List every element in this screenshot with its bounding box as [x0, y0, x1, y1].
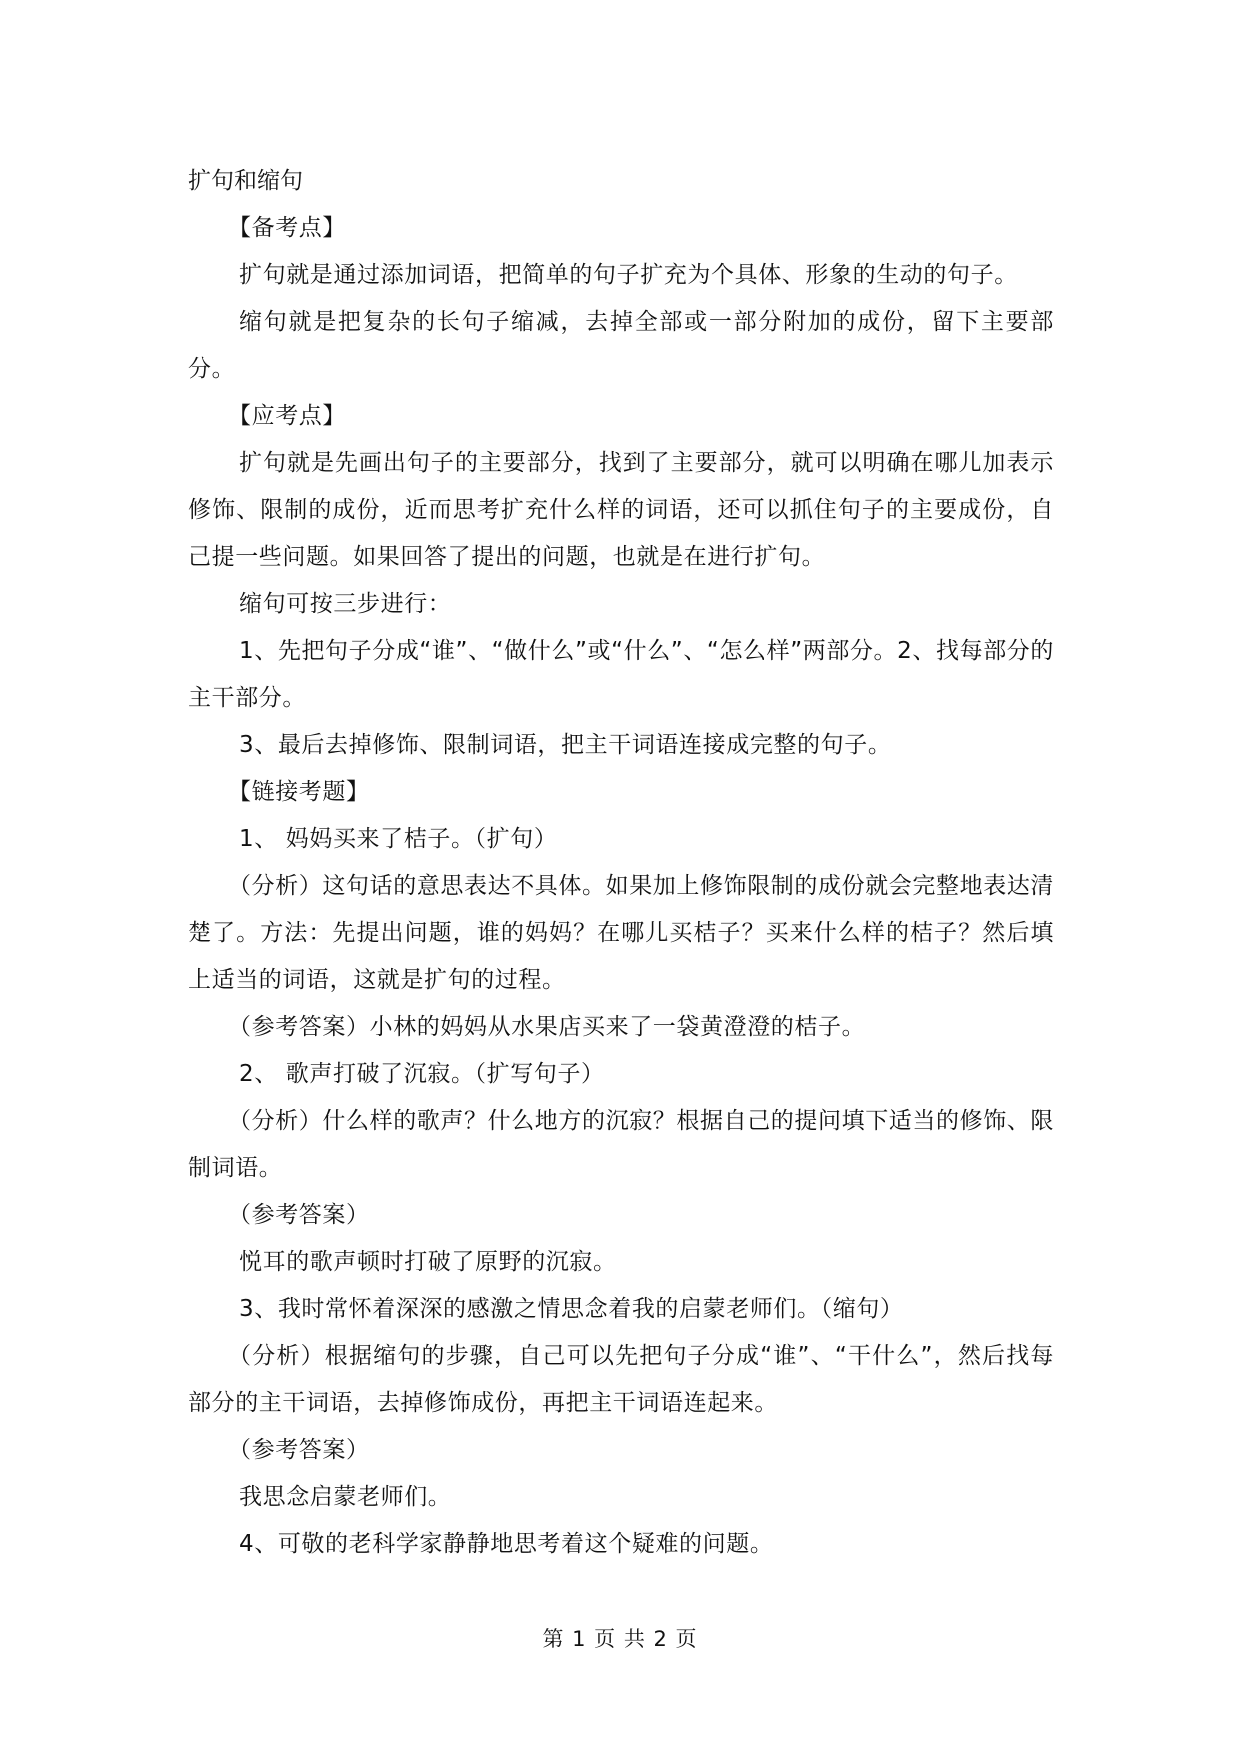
question-2: 2、 歌声打破了沉寂。（扩写句子） — [239, 1061, 605, 1087]
paragraph-step-3: 3、最后去掉修饰、限制词语，把主干词语连接成完整的句子。 — [239, 732, 892, 758]
paragraph-expansion-method: 扩句就是先画出句子的主要部分，找到了主要部分，就可以明确在哪儿加表示修饰、限制的成份，近而思考扩充什么样的词语，还可以抓住句子的主要成份，自己提一些问题。如果回答了提出的问题，也就是在进行扩句。 — [188, 450, 1054, 570]
paragraph-contraction-definition: 缩句就是把复杂的长句子缩减，去掉全部或一部分附加的成份，留下主要部分。 — [188, 309, 1054, 382]
question-4: 4、可敬的老科学家静静地思考着这个疑难的问题。 — [239, 1531, 774, 1557]
page-number-footer: 第 1 页 共 2 页 — [542, 1627, 698, 1651]
question-1: 1、 妈妈买来了桔子。（扩句） — [239, 826, 558, 852]
paragraph-expansion-definition: 扩句就是通过添加词语，把简单的句子扩充为个具体、形象的生动的句子。 — [239, 262, 1018, 288]
question-2-answer-label: （参考答案） — [228, 1202, 370, 1228]
question-2-analysis: （分析）什么样的歌声？什么地方的沉寂？根据自己的提问填下适当的修饰、限制词语。 — [188, 1108, 1054, 1181]
question-2-answer: 悦耳的歌声顿时打破了原野的沉寂。 — [239, 1249, 617, 1275]
section-heading-preparation: 【备考点】 — [228, 215, 346, 241]
question-3-analysis: （分析）根据缩句的步骤，自己可以先把句子分成“谁”、“干什么”，然后找每部分的主干词语，去掉修饰成份，再把主干词语连起来。 — [188, 1343, 1054, 1416]
question-3-answer: 我思念启蒙老师们。 — [239, 1484, 452, 1510]
question-3-answer-label: （参考答案） — [228, 1437, 370, 1463]
document-body — [188, 158, 1054, 1568]
document-title: 扩句和缩句 — [188, 168, 303, 194]
paragraph-step-1-2: 1、先把句子分成“谁”、“做什么”或“什么”、“怎么样”两部分。2、找每部分的主干部分。 — [188, 638, 1054, 711]
question-3: 3、我时常怀着深深的感激之情思念着我的启蒙老师们。（缩句） — [239, 1296, 904, 1322]
section-heading-exam-points: 【应考点】 — [228, 403, 346, 429]
question-1-answer: （参考答案）小林的妈妈从水果店买来了一袋黄澄澄的桔子。 — [228, 1014, 866, 1040]
section-heading-linked-questions: 【链接考题】 — [228, 779, 370, 805]
question-1-analysis: （分析）这句话的意思表达不具体。如果加上修饰限制的成份就会完整地表达清楚了。方法：先提出问题，谁的妈妈？在哪儿买桔子？买来什么样的桔子？然后填上适当的词语，这就是扩句的过程。 — [188, 873, 1054, 993]
paragraph-contraction-steps-intro: 缩句可按三步进行： — [239, 591, 452, 617]
